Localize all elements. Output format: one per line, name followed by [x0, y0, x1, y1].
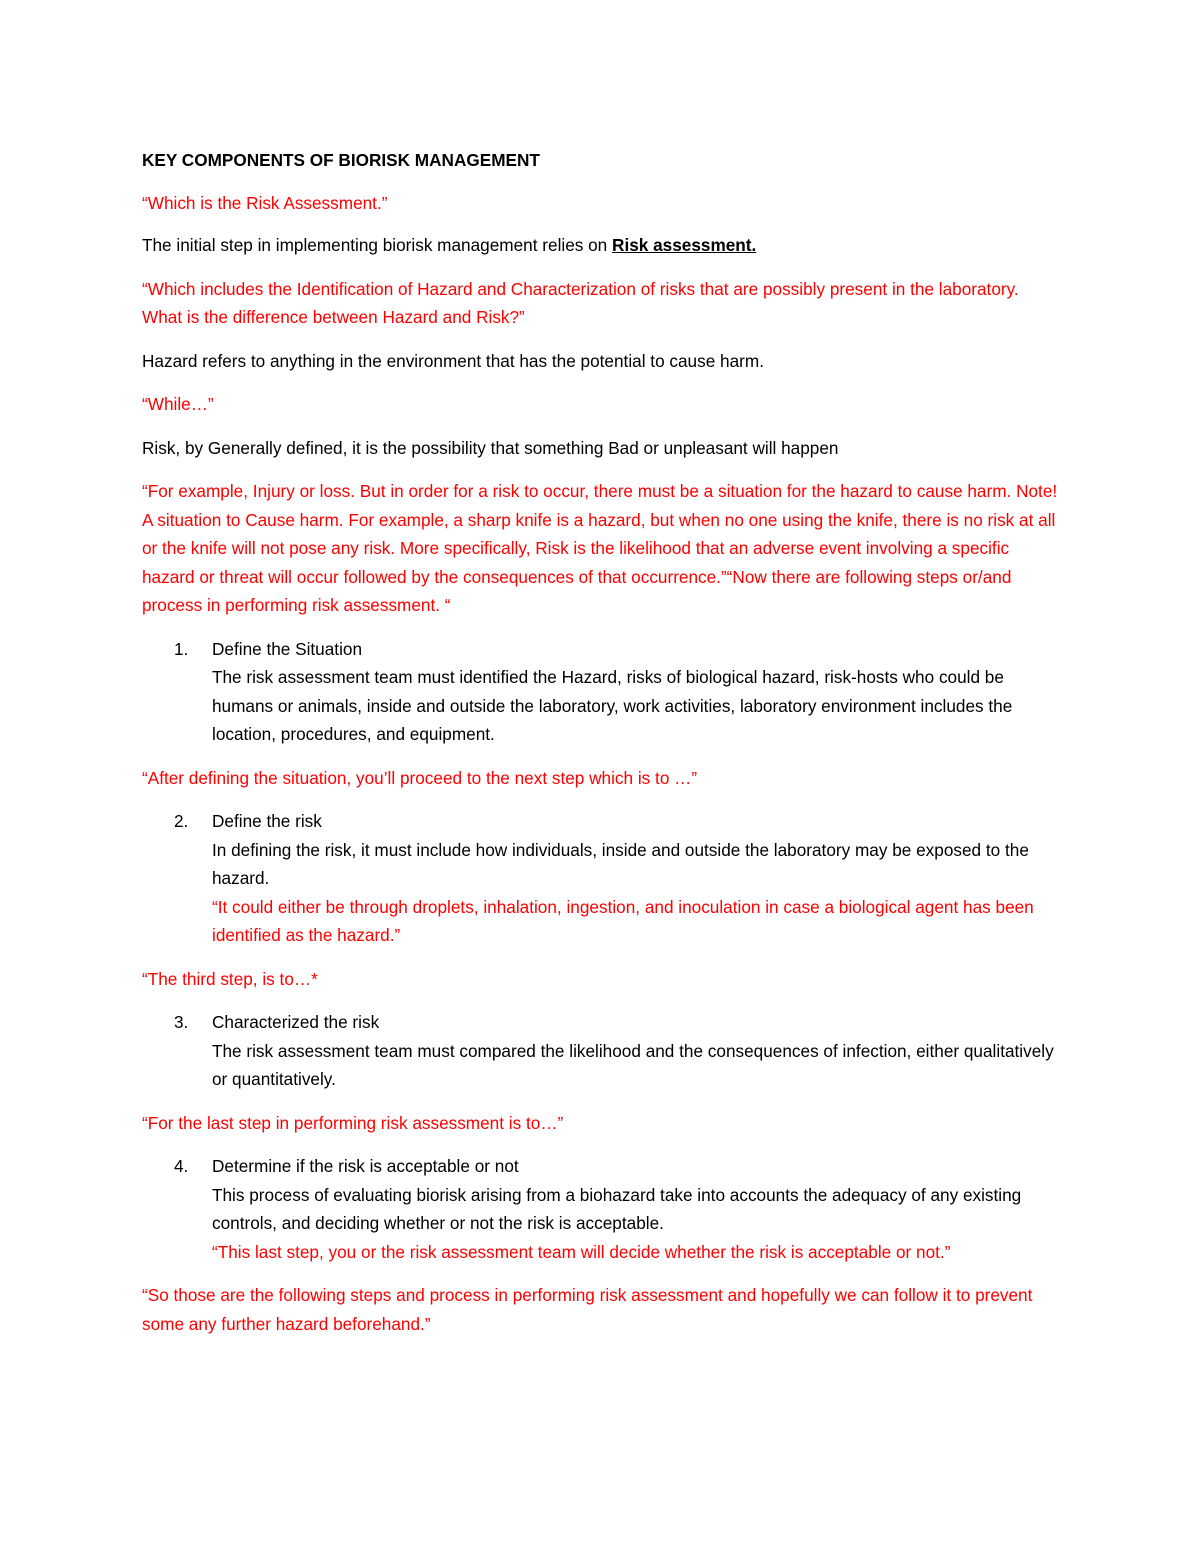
document-body — [142, 146, 1062, 1338]
step-body: This process of evaluating biorisk arising from a biohazard take into accounts the adequacy of any existing controls, and deciding whether or not the risk is acceptable. — [212, 1184, 1022, 1233]
step-number: 1. — [174, 638, 189, 659]
risk-assessment-emphasis: Risk assessment. — [612, 235, 757, 255]
speaker-note-intro: “Which is the Risk Assessment.” — [142, 192, 388, 213]
step-title: Characterized the risk — [212, 1012, 380, 1032]
step-title: Define the risk — [212, 811, 322, 831]
step-title: Define the Situation — [212, 638, 363, 659]
step-body: The risk assessment team must identified the Hazard, risks of biological hazard, risk-hosts who could be humans or animals, inside and outside the laboratory, work activities, laboratory environment includes the location, procedures, and equipment. — [212, 667, 1013, 744]
speaker-note-hazard-vs-risk: “Which includes the Identification of Hazard and Characterization of risks that are possibly present in the laboratory. What is the difference between Hazard and Risk?” — [142, 278, 1019, 327]
intro-text: The initial step in implementing biorisk management relies on — [142, 235, 613, 255]
step-number: 3. — [174, 1012, 189, 1032]
step-number: 4. — [174, 1156, 189, 1176]
step-title: Determine if the risk is acceptable or not — [212, 1156, 519, 1176]
step-3 — [142, 1008, 1062, 1094]
speaker-note-transition-2: “The third step, is to…* — [142, 968, 318, 989]
step-speaker-note: “This last step, you or the risk assessment team will decide whether the risk is acceptable or not.” — [212, 1241, 951, 1262]
step-1 — [142, 635, 1062, 749]
risk-definition: Risk, by Generally defined, it is the possibility that something Bad or unpleasant will happen — [142, 437, 839, 458]
document-title: KEY COMPONENTS OF BIORISK MANAGEMENT — [142, 150, 540, 170]
step-number: 2. — [174, 811, 189, 831]
intro-paragraph — [142, 231, 1062, 260]
hazard-definition: Hazard refers to anything in the environment that has the potential to cause harm. — [142, 350, 764, 371]
speaker-note-transition-1: “After defining the situation, you’ll proceed to the next step which is to …” — [142, 767, 698, 788]
step-body: In defining the risk, it must include how individuals, inside and outside the laboratory may be exposed to the hazard. — [212, 839, 1029, 888]
step-body: The risk assessment team must compared the likelihood and the consequences of infection, either qualitatively or quantitatively. — [212, 1040, 1054, 1089]
speaker-note-while: “While…” — [142, 394, 214, 414]
speaker-note-transition-3: “For the last step in performing risk assessment is to…” — [142, 1112, 564, 1133]
step-2 — [142, 807, 1062, 950]
step-speaker-note: “It could either be through droplets, inhalation, ingestion, and inoculation in case a biological agent has been identified as the hazard.” — [212, 896, 1034, 945]
step-4 — [142, 1152, 1062, 1266]
speaker-note-example: “For example, Injury or loss. But in order for a risk to occur, there must be a situation for the hazard to cause harm. Note! A situation to Cause harm. For example, a sharp knife is a hazard, but when no one using the knife, there is no risk at all or the knife will not pose any risk. More specifically, Risk is the likelihood that an adverse event involving a specific hazard or threat will occur followed by the consequences of that occurrence.”“Now there are following steps or/and process in performing risk assessment. “ — [142, 481, 1058, 615]
speaker-note-closing: “So those are the following steps and process in performing risk assessment and hopefully we can follow it to prevent some any further hazard beforehand.” — [142, 1285, 1033, 1334]
